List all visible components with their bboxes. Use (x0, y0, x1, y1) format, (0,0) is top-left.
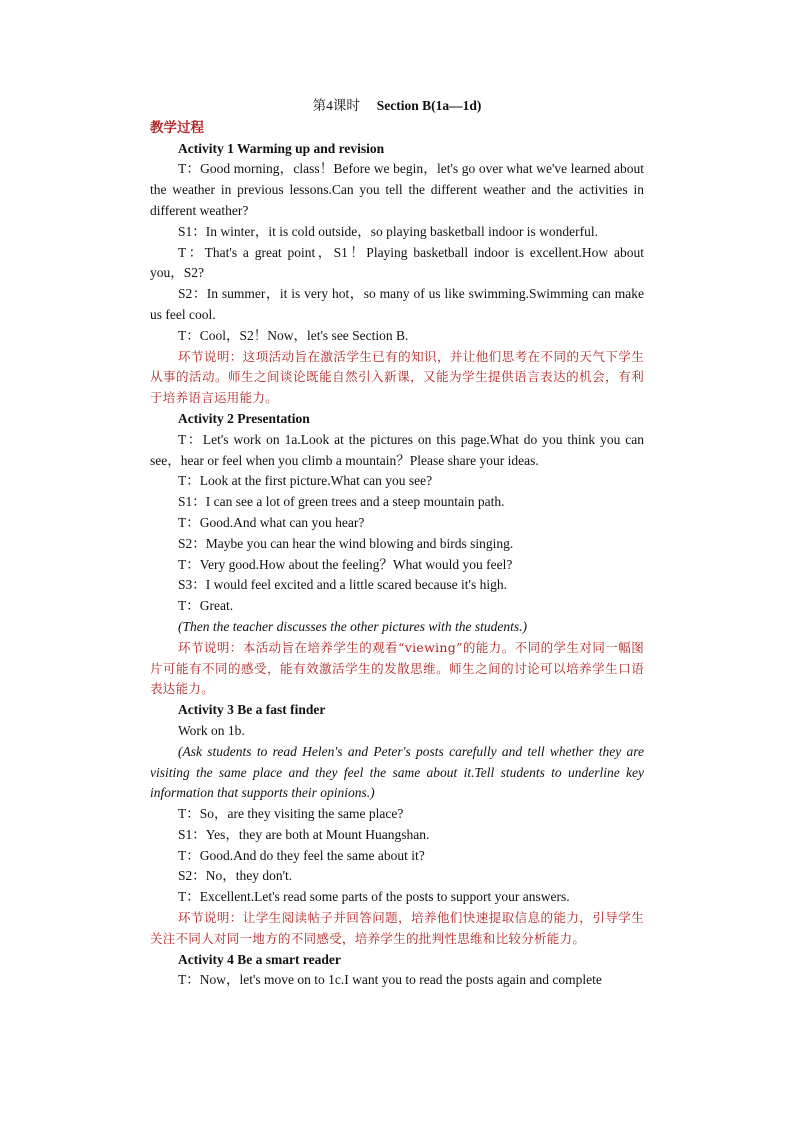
dialogue-line: T：Very good.How about the feeling？What would you feel? (178, 556, 513, 572)
lesson-plan-body (150, 96, 644, 991)
stage-direction: (Ask students to read Helen's and Peter's posts carefully and tell whether they are visiting the same place and they feel the same about it.Tell students to underline key information that supports their opinions.) (150, 743, 644, 801)
dialogue-line: S2：In summer，it is very hot，so many of us like swimming.Swimming can make us feel cool. (150, 286, 644, 322)
dialogue-line: T：Good morning，class！Before we begin，let's go over what we've learned about the weather in previous lessons.Can you tell the different weather and the activities in different weather? (150, 161, 644, 218)
dialogue-line: T：Cool，S2！Now，let's see Section B. (178, 327, 409, 343)
dialogue-line: T：So，are they visiting the same place? (178, 806, 404, 822)
dialogue-line: T：That's a great point，S1！Playing basketball indoor is excellent.How about you，S2? (150, 244, 644, 281)
activity-note: 环节说明：这项活动旨在激活学生已有的知识，并让他们思考在不同的天气下学生从事的活动。师生之间谈论既能自然引入新课，又能为学生提供语言表达的机会，有利于培养语言运用能力。 (150, 348, 644, 406)
dialogue-line: S1：I can see a lot of green trees and a steep mountain path. (178, 494, 505, 510)
section-label: Section B(1a—1d) (376, 98, 482, 113)
section-heading: 教学过程 (150, 119, 204, 136)
dialogue-line: S1：In winter，it is cold outside，so playing basketball indoor is wonderful. (178, 223, 598, 239)
dialogue-line: T：Look at the first picture.What can you see? (178, 473, 433, 489)
activity-note: 环节说明：本活动旨在培养学生的观看“viewing”的能力。不同的学生对同一幅图片可能有不同的感受，能有效激活学生的发散思维。师生之间的讨论可以培养学生口语表达能力。 (150, 639, 644, 697)
dialogue-line: S1：Yes，they are both at Mount Huangshan. (178, 826, 430, 842)
dialogue-line: T：Now，let's move on to 1c.I want you to read the posts again and complete (178, 972, 602, 988)
stage-direction: (Then the teacher discusses the other pictures with the students.) (178, 618, 527, 634)
instruction-line: Work on 1b. (178, 722, 245, 738)
activity-note: 环节说明：让学生阅读帖子并回答问题，培养他们快速提取信息的能力，引导学生关注不同人对同一地方的不同感受，培养学生的批判性思维和比较分析能力。 (150, 910, 644, 946)
activity-title: Activity 4 Be a smart reader (178, 951, 341, 967)
dialogue-line: T：Excellent.Let's read some parts of the posts to support your answers. (178, 889, 570, 905)
activity-title: Activity 2 Presentation (178, 410, 310, 426)
page-title (150, 96, 644, 117)
activity-title: Activity 1 Warming up and revision (178, 140, 385, 156)
dialogue-line: S2：Maybe you can hear the wind blowing and birds singing. (178, 535, 514, 551)
dialogue-line: T：Let's work on 1a.Look at the pictures on this page.What do you think you can see，hear or feel when you climb a mountain？Please share your ideas. (150, 431, 644, 468)
dialogue-line: S2：No，they don't. (178, 868, 293, 884)
dialogue-line: T：Great. (178, 598, 234, 614)
lesson-label: 第4课时 (312, 98, 360, 113)
activity-title: Activity 3 Be a fast finder (178, 702, 326, 718)
dialogue-line: T：Good.And what can you hear? (178, 514, 365, 530)
dialogue-line: S3：I would feel excited and a little scared because it's high. (178, 577, 507, 593)
dialogue-line: T：Good.And do they feel the same about it? (178, 847, 425, 863)
